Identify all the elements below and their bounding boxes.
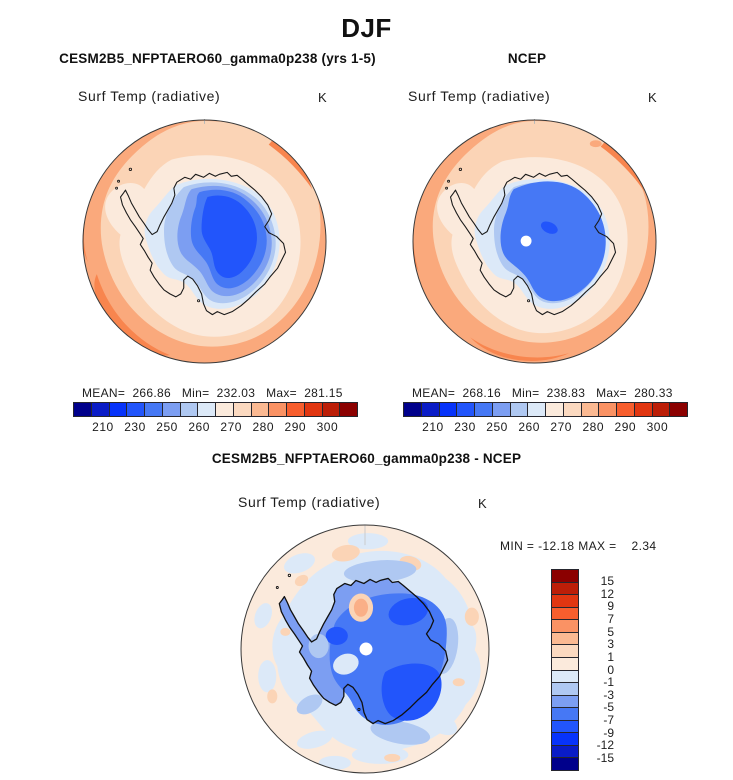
colorbar-tick-label: 250 [486,420,508,434]
colorbar-segment [73,402,92,417]
colorbar-tick-label: 3 [607,637,614,652]
colorbar-tick-label: 260 [188,420,210,434]
colorbar-tick-label: 230 [124,420,146,434]
colorbar-segment [669,402,688,417]
colorbar-tick-label: 7 [607,612,614,626]
colorbar-segment [616,402,635,417]
colorbar-segment [551,745,579,759]
colorbar-tick-label: 15 [600,574,614,589]
right-map-subtitle: Surf Temp (radiative) [408,88,551,104]
right-panel-title: NCEP [507,51,547,66]
colorbar-tick-label: -9 [603,725,614,740]
colorbar-tick-label: 210 [92,420,114,434]
colorbar-tick-label: 12 [600,586,614,601]
colorbar-segment [551,607,579,621]
colorbar-tick-label: 0 [607,662,614,677]
colorbar-tick-label: -1 [603,675,614,690]
colorbar-segment [251,402,270,417]
colorbar-tick-label: -12 [596,738,614,753]
colorbar-segment [421,402,440,417]
colorbar-tick-label: 300 [316,420,339,434]
colorbar-tick-label: 270 [220,420,242,434]
colorbar-segment [551,619,579,633]
diff-blue-core-w [326,627,348,645]
colorbar-segment [551,670,579,684]
diff-minmax: MIN = -12.18 MAX = 2.34 [500,539,657,553]
colorbar-tick-label: -5 [603,700,614,715]
colorbar-segment [527,402,546,417]
colorbar-segment [510,402,529,417]
left-map-subtitle: Surf Temp (radiative) [78,88,221,104]
colorbar-segment [598,402,617,417]
ocean-warm-spot [590,140,602,147]
difference-polar-map [239,523,491,775]
diff-colorbar [551,569,579,771]
diff-map-units: K [478,496,487,511]
colorbar-tick-label: 5 [607,624,614,639]
colorbar-segment [162,402,181,417]
colorbar-segment [551,657,579,671]
left-polar-map [81,118,328,365]
colorbar-segment [551,720,579,734]
left-stats: MEAN= 266.86 Min= 232.03 Max= 281.15 [82,386,343,400]
colorbar-tick-label: 270 [550,420,572,434]
colorbar-tick-label: 300 [646,420,669,434]
right-colorbar [403,402,688,417]
right-stats: MEAN= 268.16 Min= 238.83 Max= 280.33 [412,386,673,400]
colorbar-segment [492,402,511,417]
colorbar-segment [551,594,579,608]
diff-colorbar-ticks [584,569,614,771]
colorbar-tick-label: 260 [518,420,540,434]
colorbar-tick-label: 280 [252,420,274,434]
colorbar-segment [563,402,582,417]
left-map-units: K [318,90,327,105]
colorbar-segment [545,402,564,417]
colorbar-segment [551,757,579,771]
colorbar-segment [233,402,252,417]
colorbar-segment [652,402,671,417]
right-map-units: K [648,90,657,105]
colorbar-tick-label: -15 [596,750,614,765]
colorbar-segment [551,582,579,596]
colorbar-segment [551,569,579,583]
colorbar-segment [551,695,579,709]
diff-panel-title: CESM2B5_NFPTAERO60_gamma0p238 - NCEP [211,451,522,466]
colorbar-segment [268,402,287,417]
colorbar-segment [180,402,199,417]
colorbar-tick-label: -3 [603,687,614,702]
colorbar-tick-label: 230 [454,420,476,434]
colorbar-segment [439,402,458,417]
pole-data-hole [521,236,532,247]
figure-title: DJF [341,13,392,43]
colorbar-segment [109,402,128,417]
colorbar-segment [91,402,110,417]
colorbar-tick-label: 290 [284,420,307,434]
colorbar-segment [286,402,305,417]
diff-map-subtitle: Surf Temp (radiative) [238,494,381,510]
colorbar-tick-label: 210 [422,420,444,434]
colorbar-segment [322,402,341,417]
left-colorbar [73,402,358,417]
colorbar-segment [551,707,579,721]
colorbar-segment [634,402,653,417]
colorbar-segment [126,402,145,417]
colorbar-segment [403,402,422,417]
colorbar-tick-label: 250 [156,420,178,434]
diff-midblue-patch [309,634,329,658]
colorbar-segment [474,402,493,417]
colorbar-tick-label: 290 [614,420,637,434]
pole-data-hole [360,643,373,656]
colorbar-segment [581,402,600,417]
colorbar-tick-label: 9 [607,599,614,614]
right-colorbar-ticks [403,420,688,434]
right-polar-map [411,118,658,365]
colorbar-tick-label: -7 [603,713,614,727]
colorbar-segment [551,644,579,658]
colorbar-segment [551,632,579,646]
left-colorbar-ticks [73,420,358,434]
colorbar-segment [197,402,216,417]
colorbar-tick-label: 280 [582,420,604,434]
colorbar-segment [304,402,323,417]
colorbar-segment [456,402,475,417]
colorbar-tick-label: 1 [607,649,614,664]
colorbar-segment [551,732,579,746]
colorbar-segment [215,402,234,417]
diff-warm-oval-inner [354,599,368,617]
colorbar-segment [551,682,579,696]
colorbar-segment [339,402,358,417]
colorbar-segment [144,402,163,417]
left-panel-title: CESM2B5_NFPTAERO60_gamma0p238 (yrs 1-5) [59,51,376,66]
